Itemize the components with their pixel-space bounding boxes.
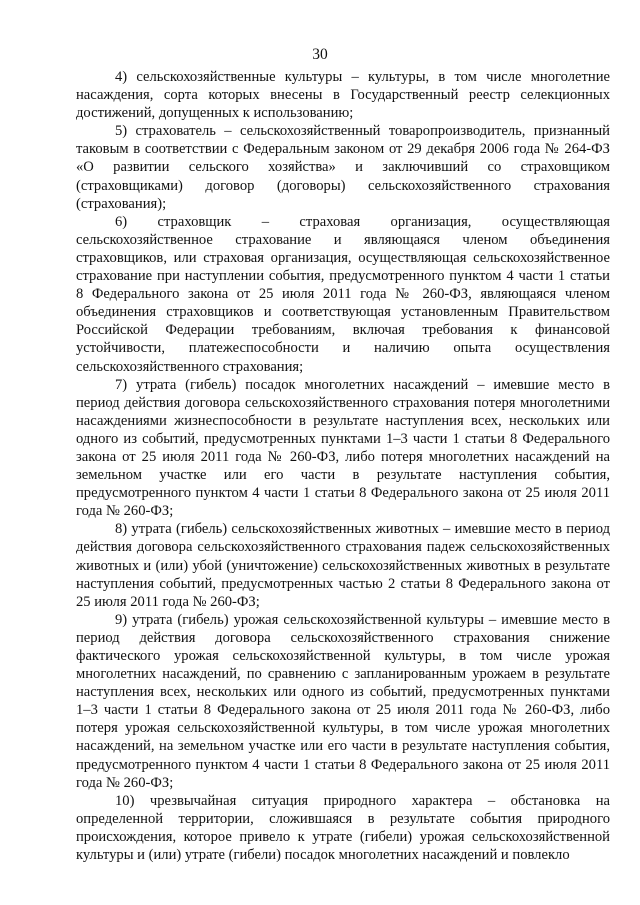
document-body bbox=[76, 68, 610, 864]
page-number: 30 bbox=[312, 46, 328, 63]
paragraph-item-4: 4) сельскохозяйственные культуры – культуры, в том числе многолетние насаждения, сорта которых внесены в Государственный реестр селекционных достижений, допущенных к использованию; bbox=[76, 69, 610, 122]
paragraph-item-6: 6) страховщик – страховая организация, осуществляющая сельскохозяйственное страхование и являющаяся членом объединения страховщиков, или страховая организация, осуществляющая сельскохозяйственное страхование при наступлении события, предусмотренного пунктом 4 части 1 статьи 8 Федерального закона от 25 июля 2011 года № 260-ФЗ, являющаяся членом объединения страховщиков и соответствующая установленным Правительством Российской Федерации требованиям, включая требования к финансовой устойчивости, платежеспособности и наличию опыта осуществления сельскохозяйственного страхования; bbox=[76, 213, 610, 375]
paragraph-item-10: 10) чрезвычайная ситуация природного характера – обстановка на определенной территории, сложившаяся в результате события природного происхождения, которое привело к утрате (гибели) урожая сельскохозяйственной культуры и (или) утрате (гибели) посадок многолетних насаждений и повлекло bbox=[76, 792, 610, 864]
paragraph-item-7: 7) утрата (гибель) посадок многолетних насаждений – имевшие место в период действия договора сельскохозяйственного страхования потеря многолетними насаждениями жизнеспособности в результате наступления всех, нескольких или одного из событий, предусмотренных пунктами 1–3 части 1 статьи 8 Федерального закона от 25 июля 2011 года № 260-ФЗ, либо потеря многолетних насаждений на земельном участке или его части в результате наступления события, предусмотренного пунктом 4 части 1 статьи 8 Федерального закона от 25 июля 2011 года № 260-ФЗ; bbox=[76, 376, 610, 520]
paragraph-item-5: 5) страхователь – сельскохозяйственный товаропроизводитель, признанный таковым в соответствии с Федеральным законом от 29 декабря 2006 года № 264-ФЗ «О развитии сельского хозяйства» и заключивший со страховщиком (страховщиками) договор (договоры) сельскохозяйственного страхования (страхования); bbox=[76, 123, 610, 212]
paragraph-item-8: 8) утрата (гибель) сельскохозяйственных животных – имевшие место в период действия договора сельскохозяйственного страхования падеж сельскохозяйственных животных и (или) убой (уничтожение) сельскохозяйственных животных в результате наступления событий, предусмотренных частью 2 статьи 8 Федерального закона от 25 июля 2011 года № 260-ФЗ; bbox=[76, 521, 610, 610]
paragraph-item-9: 9) утрата (гибель) урожая сельскохозяйственной культуры – имевшие место в период действия договора сельскохозяйственного страхования снижение фактического урожая сельскохозяйственной культуры, в том числе урожая многолетних насаждений, по сравнению с запланированным урожаем в результате наступления всех, нескольких или одного из событий, предусмотренных пунктами 1–3 части 1 статьи 8 Федерального закона от 25 июля 2011 года № 260-ФЗ, либо потеря урожая сельскохозяйственной культуры, в том числе урожая многолетних насаждений, на земельном участке или его части в результате наступления события, предусмотренного пунктом 4 части 1 статьи 8 Федерального закона от 25 июля 2011 года № 260-ФЗ; bbox=[76, 611, 610, 791]
